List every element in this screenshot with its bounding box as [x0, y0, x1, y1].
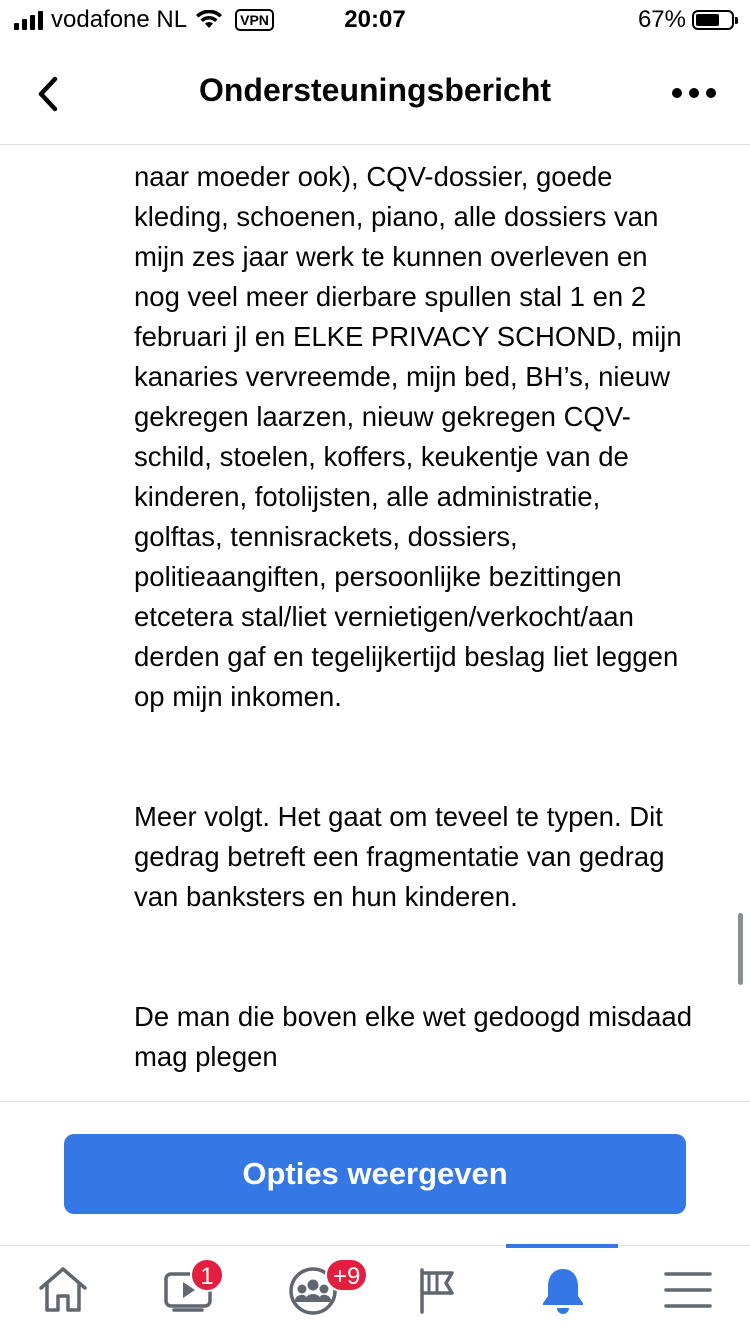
- tab-pages[interactable]: [375, 1246, 500, 1335]
- message-paragraph: De man die boven elke wet gedoogd misdaad mag plegen: [134, 1001, 693, 1072]
- tab-bar: [0, 1245, 750, 1335]
- message-body[interactable]: [0, 145, 750, 1101]
- home-icon: [37, 1264, 89, 1316]
- message-paragraph: Meer volgt. Het gaat om teveel te typen. Dit gedrag betreft een fragmentatie van gedrag van banksters en hun kinderen.: [134, 801, 665, 912]
- battery-percent: 67%: [637, 6, 686, 33]
- tab-groups[interactable]: [250, 1246, 375, 1335]
- vpn-badge: VPN: [235, 9, 274, 31]
- tab-home[interactable]: [0, 1246, 125, 1335]
- battery-level: [696, 14, 719, 26]
- status-right: [638, 6, 734, 34]
- flag-icon: [412, 1264, 464, 1316]
- groups-badge: +9: [325, 1258, 368, 1292]
- bell-icon: [537, 1264, 589, 1316]
- action-bar: [0, 1101, 750, 1246]
- watch-badge: 1: [190, 1258, 224, 1292]
- battery-icon: [692, 10, 734, 30]
- clock: 20:07: [344, 6, 406, 33]
- tab-watch[interactable]: [125, 1246, 250, 1335]
- page-title: Ondersteuningsbericht: [198, 72, 552, 108]
- scroll-indicator[interactable]: [738, 913, 743, 985]
- show-options-button[interactable]: Opties weergeven: [64, 1134, 686, 1214]
- message-paragraph: naar moeder ook), CQV-dossier, goede kleding, schoenen, piano, alle dossiers van mijn zes jaar werk te kunnen overleven en nog veel meer dierbare spullen stal 1 en 2 februari jl en ELKE PRIVACY SCHOND, mijn kanaries vervreemde, mijn bed, BH’s, nieuw gekregen laarzen, nieuw gekregen CQV-schild, stoelen, koffers, keukentje van de kinderen, fotolijsten, alle administratie, golftas, tennisrackets, dossiers, politieaangiften, persoonlijke bezittingen etcetera stal/liet vernietigen/verkocht/aan derden gaf en tegelijkertijd beslag liet leggen op mijn inkomen.: [134, 161, 682, 712]
- more-options-icon[interactable]: [672, 88, 716, 98]
- message-text: [134, 145, 694, 1101]
- nav-bar: [0, 44, 750, 145]
- menu-icon: [662, 1264, 714, 1316]
- tab-notifications[interactable]: [500, 1246, 625, 1335]
- carrier-label: vodafone NL: [51, 6, 188, 33]
- tab-menu[interactable]: [625, 1246, 750, 1335]
- status-bar: [0, 0, 750, 44]
